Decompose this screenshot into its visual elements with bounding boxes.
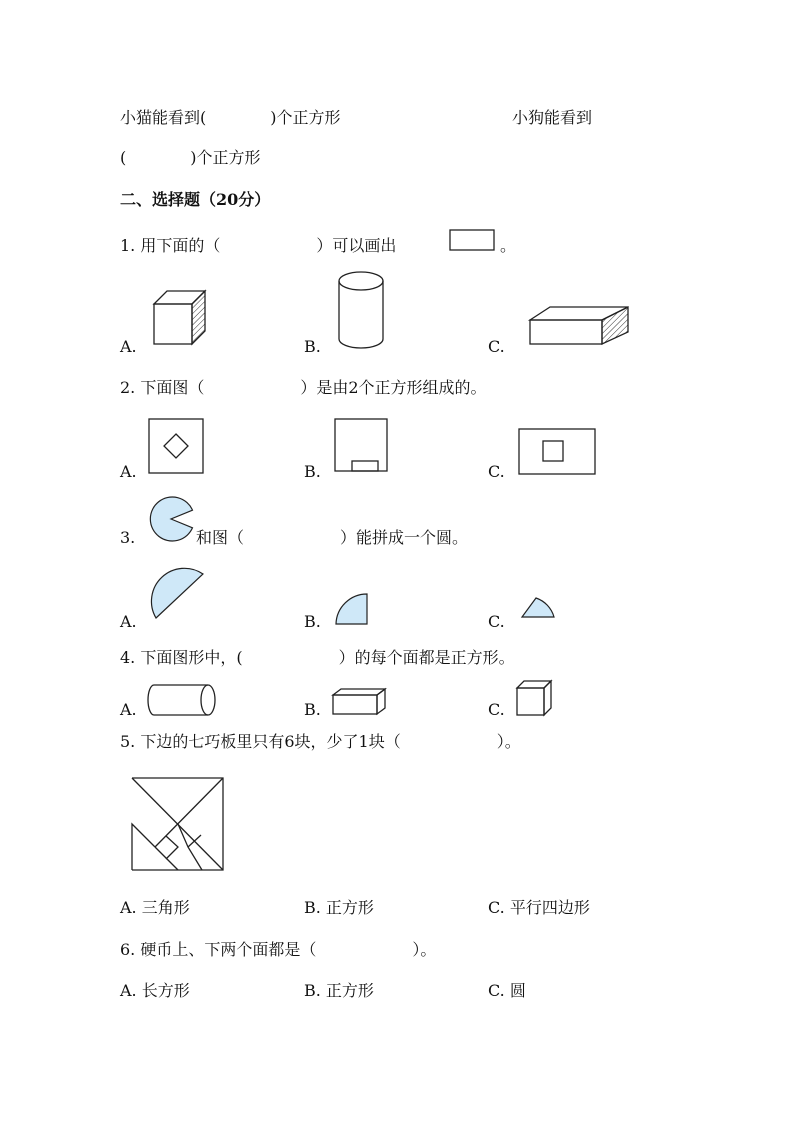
q1-option-c-label: C. — [488, 337, 505, 356]
q3-option-a-label: A. — [120, 612, 137, 631]
q1-rectangle-figure — [448, 228, 498, 254]
q3-stem: 和图（ ）能拼成一个圆。 — [196, 528, 469, 547]
q2-stem: 2. 下面图（ ）是由2个正方形组成的。 — [120, 378, 487, 397]
q4-option-b-label: B. — [304, 700, 321, 719]
q6-option-a: A. 长方形 — [120, 981, 190, 1000]
q5-option-a: A. 三角形 — [120, 898, 190, 917]
q2-square-with-diamond-figure — [146, 416, 208, 476]
q3-semicircle-figure — [146, 564, 210, 624]
section-title: 二、选择题（20分） — [120, 190, 271, 209]
q1-cuboid-figure — [526, 302, 634, 350]
q3-pacman-circle-figure — [148, 496, 198, 544]
q3-option-b-label: B. — [304, 612, 321, 631]
q2-rectangle-with-square-figure — [516, 426, 600, 478]
q5-option-b: B. 正方形 — [304, 898, 374, 917]
q1-stem: 1. 用下面的（ ）可以画出 — [120, 236, 397, 255]
q3-quarter-circle-figure — [332, 590, 372, 628]
q5-tangram-figure — [128, 774, 228, 876]
cat-question-line: 小猫能看到( )个正方形 — [120, 108, 341, 127]
q2-square-with-rectangle-figure — [332, 416, 392, 476]
q2-option-c-label: C. — [488, 462, 505, 481]
q1-option-a-label: A. — [120, 337, 137, 356]
q1-cube-figure — [150, 288, 212, 350]
q3-option-c-label: C. — [488, 612, 505, 631]
q4-stem: 4. 下面图形中，( ）的每个面都是正方形。 — [120, 648, 515, 667]
q2-option-b-label: B. — [304, 462, 321, 481]
q2-option-a-label: A. — [120, 462, 137, 481]
q6-option-c: C. 圆 — [488, 981, 526, 1000]
q1-cylinder-figure — [335, 270, 389, 352]
q4-cube-figure — [514, 678, 556, 720]
q6-stem: 6. 硬币上、下两个面都是（ ）。 — [120, 940, 437, 959]
q4-cuboid-figure — [330, 686, 390, 718]
q3-number: 3. — [120, 528, 136, 547]
q3-sector-figure — [518, 594, 558, 622]
q5-stem: 5. 下边的七巧板里只有6块，少了1块（ ）。 — [120, 732, 521, 751]
q5-option-c: C. 平行四边形 — [488, 898, 590, 917]
q4-option-c-label: C. — [488, 700, 505, 719]
q6-option-b: B. 正方形 — [304, 981, 374, 1000]
q1-option-b-label: B. — [304, 337, 321, 356]
q1-stem-end: 。 — [500, 236, 517, 255]
q4-option-a-label: A. — [120, 700, 137, 719]
dog-question-continuation: ( )个正方形 — [120, 148, 261, 167]
dog-question-line: 小狗能看到 — [512, 108, 593, 127]
q4-horizontal-cylinder-figure — [146, 682, 220, 718]
